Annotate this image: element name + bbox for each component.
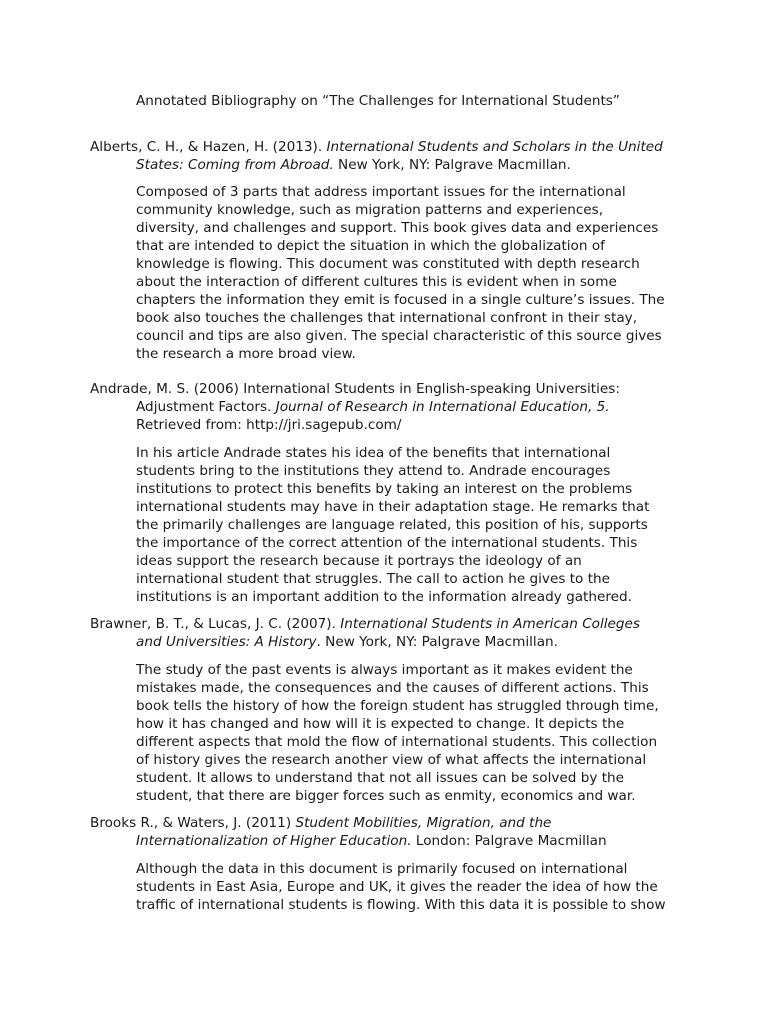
annotation-line: student. It allows to understand that not all issues can be solved by the bbox=[136, 770, 625, 786]
annotation-line: Composed of 3 parts that address important issues for the international bbox=[136, 184, 626, 200]
annotation-line: chapters the information they emit is focused in a single culture’s issues. The bbox=[136, 292, 665, 308]
annotation-line: the primarily challenges are language related, this position of his, supports bbox=[136, 517, 648, 533]
citation-line bbox=[90, 814, 680, 832]
annotation-line: institutions to protect this benefits by taking an interest on the problems bbox=[136, 481, 633, 497]
citation-line bbox=[90, 416, 680, 434]
annotation-line: ideas support the research because it portrays the ideology of an bbox=[136, 553, 582, 569]
annotation-line: The study of the past events is always important as it makes evident the bbox=[136, 662, 633, 678]
annotation-line: book also touches the challenges that international confront in their stay, bbox=[136, 310, 638, 326]
citation-title: States: Coming from Abroad. bbox=[136, 157, 334, 173]
annotation-line: knowledge is flowing. This document was constituted with depth research bbox=[136, 256, 640, 272]
annotation-line: council and tips are also given. The special characteristic of this source gives bbox=[136, 328, 662, 344]
annotation-line: about the interaction of different cultures this is evident when in some bbox=[136, 274, 617, 290]
citation-title: International Students in American Colleges bbox=[340, 616, 640, 632]
citation-text: London: Palgrave Macmillan bbox=[411, 833, 607, 849]
annotation-line: diversity, and challenges and support. This book gives data and experiences bbox=[136, 220, 659, 236]
annotation-line: the research a more broad view. bbox=[136, 346, 356, 362]
citation-text: . New York, NY: Palgrave Macmillan. bbox=[316, 634, 558, 650]
annotation-line: community knowledge, such as migration patterns and experiences, bbox=[136, 202, 604, 218]
citation-line bbox=[90, 138, 680, 156]
citation-text: Adjustment Factors. bbox=[136, 399, 276, 415]
citation-alberts bbox=[90, 138, 680, 174]
annotation-line: mistakes made, the consequences and the causes of different actions. This bbox=[136, 680, 649, 696]
annotation-line: book tells the history of how the foreign student has struggled through time, bbox=[136, 698, 659, 714]
citation-text: Brooks R., & Waters, J. (2011) bbox=[90, 815, 296, 831]
document-title: Annotated Bibliography on “The Challenges for International Students” bbox=[136, 93, 620, 109]
annotation-line: institutions is an important addition to the information already gathered. bbox=[136, 589, 632, 605]
citation-line bbox=[90, 156, 680, 174]
citation-line bbox=[90, 832, 680, 850]
annotation-line: students in East Asia, Europe and UK, it gives the reader the idea of how the bbox=[136, 879, 658, 895]
citation-url: Retrieved from: http://jri.sagepub.com/ bbox=[136, 417, 402, 433]
citation-text: Brawner, B. T., & Lucas, J. C. (2007). bbox=[90, 616, 341, 632]
annotation-brooks bbox=[136, 860, 696, 914]
citation-andrade bbox=[90, 380, 680, 434]
annotation-line: how it has changed and how will it is expected to change. It depicts the bbox=[136, 716, 625, 732]
citation-text: New York, NY: Palgrave Macmillan. bbox=[333, 157, 571, 173]
annotation-line: different aspects that mold the flow of international students. This collection bbox=[136, 734, 658, 750]
citation-brooks bbox=[90, 814, 680, 850]
citation-brawner bbox=[90, 615, 680, 651]
citation-title: and Universities: A History bbox=[136, 634, 317, 650]
citation-text: Andrade, M. S. (2006) International Students in English-speaking Universities: bbox=[90, 381, 620, 397]
citation-journal: Journal of Research in International Education, 5. bbox=[275, 399, 610, 415]
annotation-andrade bbox=[136, 444, 696, 606]
annotation-line: the importance of the correct attention of the international students. This bbox=[136, 535, 638, 551]
annotation-line: of history gives the research another view of what affects the international bbox=[136, 752, 647, 768]
citation-line bbox=[90, 615, 680, 633]
annotation-alberts bbox=[136, 183, 696, 363]
citation-title: Student Mobilities, Migration, and the bbox=[295, 815, 552, 831]
citation-line bbox=[90, 380, 680, 398]
annotation-line: that are intended to depict the situation in which the globalization of bbox=[136, 238, 605, 254]
citation-line bbox=[90, 633, 680, 651]
annotation-brawner bbox=[136, 661, 696, 805]
annotation-line: In his article Andrade states his idea of the benefits that international bbox=[136, 445, 611, 461]
citation-title: International Students and Scholars in the United bbox=[326, 139, 663, 155]
annotation-line: international student that struggles. The call to action he gives to the bbox=[136, 571, 611, 587]
annotation-line: international students may have in their adaptation stage. He remarks that bbox=[136, 499, 650, 515]
annotation-line: Although the data in this document is primarily focused on international bbox=[136, 861, 628, 877]
citation-line bbox=[90, 398, 680, 416]
citation-title: Internationalization of Higher Education. bbox=[136, 833, 412, 849]
annotation-line: traffic of international students is flowing. With this data it is possible to show bbox=[136, 897, 666, 913]
citation-text: Alberts, C. H., & Hazen, H. (2013). bbox=[90, 139, 327, 155]
annotation-line: student, that there are bigger forces such as enmity, economics and war. bbox=[136, 788, 636, 804]
annotation-line: students bring to the institutions they attend to. Andrade encourages bbox=[136, 463, 611, 479]
